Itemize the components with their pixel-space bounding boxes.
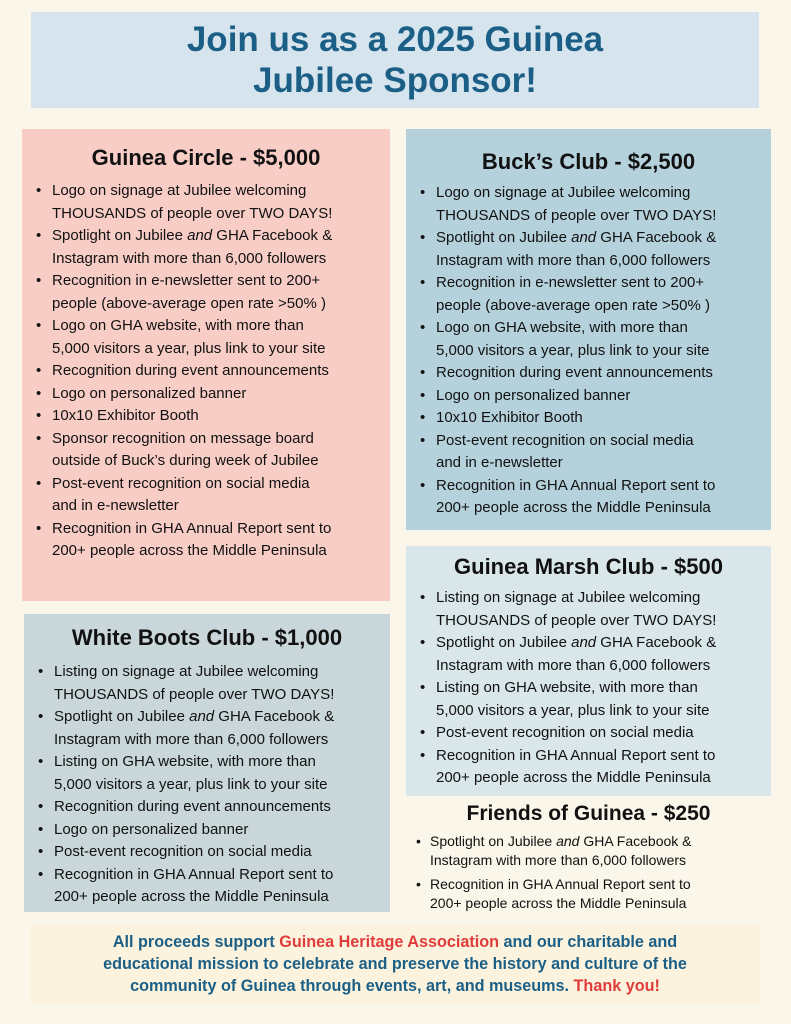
benefit-line: • Recognition in GHA Annual Report sent to — [52, 519, 332, 537]
benefit-line: • Recognition during event announcements — [54, 798, 331, 815]
benefit-item — [430, 875, 771, 913]
benefit-line: Instagram with more than 6,000 followers — [430, 852, 687, 868]
benefit-line: • Spotlight on Jubilee and GHA Facebook & — [52, 227, 333, 244]
benefit-item — [54, 706, 390, 751]
benefit-item — [436, 182, 771, 227]
benefit-item — [436, 407, 771, 430]
benefit-item — [54, 819, 390, 842]
benefit-line: 5,000 visitors a year, plus link to your site — [436, 341, 710, 359]
benefit-line: 200+ people across the Middle Peninsula — [436, 499, 711, 516]
benefit-line: Instagram with more than 6,000 followers — [52, 249, 327, 267]
benefit-list — [24, 661, 390, 909]
benefit-line: • Logo on GHA website, with more than — [436, 319, 688, 336]
benefit-item — [52, 405, 390, 428]
tier-heading: Buck’s Club - $2,500 — [481, 149, 696, 174]
benefit-list — [406, 832, 771, 913]
benefit-line: • Spotlight on Jubilee and GHA Facebook & — [436, 229, 717, 246]
benefit-item — [436, 385, 771, 408]
benefit-line: • Recognition in GHA Annual Report sent to — [436, 746, 716, 764]
benefit-line: • Logo on personalized banner — [436, 386, 631, 404]
tier-guinea-marsh-club — [406, 546, 771, 796]
benefit-item — [436, 362, 771, 385]
tier-heading: Guinea Marsh Club - $500 — [454, 554, 723, 579]
benefit-item — [52, 315, 390, 360]
benefit-line: THOUSANDS of people over TWO DAYS! — [436, 206, 717, 224]
benefit-line: THOUSANDS of people over TWO DAYS! — [52, 204, 333, 222]
tier-heading: Guinea Circle - $5,000 — [91, 145, 321, 170]
benefit-item — [52, 383, 390, 406]
benefit-line: • Listing on signage at Jubilee welcoming — [436, 589, 701, 606]
benefit-line: people (above-average open rate >50% ) — [436, 296, 710, 314]
benefit-item — [436, 632, 771, 677]
organization-name: Guinea Heritage Association — [279, 933, 500, 951]
benefit-item — [436, 430, 771, 475]
footer-text-part: All proceeds support — [112, 933, 280, 951]
benefit-line: THOUSANDS of people over TWO DAYS! — [54, 685, 335, 703]
benefit-line: • Spotlight on Jubilee and GHA Facebook & — [436, 634, 717, 651]
benefit-line: 200+ people across the Middle Peninsula — [54, 888, 329, 905]
benefit-item — [52, 518, 390, 563]
benefit-line: 200+ people across the Middle Peninsula — [430, 895, 687, 911]
benefit-item — [54, 864, 390, 909]
benefit-line: • Recognition during event announcements — [52, 362, 329, 379]
benefit-item — [54, 661, 390, 706]
tier-bucks-club — [406, 129, 771, 530]
footer-text-part: community of Guinea through events, art, and museums. — [130, 977, 574, 995]
benefit-item — [52, 360, 390, 383]
benefit-line: 200+ people across the Middle Peninsula — [436, 769, 711, 786]
benefit-line: • Post-event recognition on social media — [436, 724, 694, 741]
benefit-line: 5,000 visitors a year, plus link to your site — [436, 701, 710, 719]
benefit-line: 5,000 visitors a year, plus link to your site — [52, 339, 326, 357]
thank-you-text: Thank you! — [573, 977, 660, 995]
benefit-item — [436, 227, 771, 272]
benefit-line: • Listing on GHA website, with more than — [54, 753, 316, 770]
benefit-item — [52, 225, 390, 270]
benefit-item — [430, 832, 771, 870]
benefit-line: • Recognition in GHA Annual Report sent to — [54, 865, 334, 883]
benefit-item — [52, 473, 390, 518]
benefit-line: • Spotlight on Jubilee and GHA Facebook & — [54, 708, 335, 725]
tier-guinea-circle — [22, 129, 390, 601]
benefit-line: • Listing on signage at Jubilee welcoming — [54, 663, 319, 680]
benefit-line: • Post-event recognition on social media — [436, 431, 694, 449]
benefit-item — [436, 475, 771, 520]
benefit-line: • Logo on personalized banner — [54, 820, 249, 838]
benefit-line: THOUSANDS of people over TWO DAYS! — [436, 611, 717, 629]
benefit-item — [436, 745, 771, 790]
benefit-line: • Listing on GHA website, with more than — [436, 679, 698, 696]
benefit-line: and in e-newsletter — [52, 497, 179, 514]
footer-text — [30, 931, 760, 997]
tier-white-boots-club — [24, 614, 390, 912]
benefit-line: • 10x10 Exhibitor Booth — [52, 407, 199, 424]
benefit-item — [436, 587, 771, 632]
benefit-line: Instagram with more than 6,000 followers — [54, 730, 329, 748]
benefit-item — [436, 722, 771, 745]
benefit-line: • Recognition in GHA Annual Report sent to — [436, 476, 716, 494]
benefit-item — [52, 270, 390, 315]
benefit-line: • Post-event recognition on social media — [54, 843, 312, 860]
benefit-line: • Recognition in e-newsletter sent to 200+ — [52, 272, 321, 289]
tier-friends-of-guinea — [406, 802, 771, 920]
footer-message — [30, 925, 760, 1005]
benefit-item — [436, 677, 771, 722]
benefit-item — [436, 272, 771, 317]
benefit-line: • Spotlight on Jubilee and GHA Facebook & — [430, 833, 692, 849]
benefit-line: Instagram with more than 6,000 followers — [436, 656, 711, 674]
benefit-line: • Logo on signage at Jubilee welcoming — [436, 184, 691, 201]
benefit-item — [54, 751, 390, 796]
benefit-line: 5,000 visitors a year, plus link to your site — [54, 775, 328, 793]
page-title: Join us as a 2025 Guinea Jubilee Sponsor! — [186, 20, 604, 100]
benefit-line: outside of Buck’s during week of Jubilee — [52, 452, 319, 469]
benefit-line: • Sponsor recognition on message board — [52, 429, 314, 447]
footer-line-1 — [30, 931, 760, 953]
benefit-list — [406, 587, 771, 790]
benefit-line: • Recognition in e-newsletter sent to 200+ — [436, 274, 705, 291]
benefit-item — [54, 796, 390, 819]
tier-heading: White Boots Club - $1,000 — [71, 625, 343, 650]
tier-heading: Friends of Guinea - $250 — [466, 802, 711, 825]
footer-text-part: and our charitable and — [499, 933, 678, 951]
benefit-list — [406, 182, 771, 520]
benefit-line: • Logo on GHA website, with more than — [52, 317, 304, 334]
benefit-line: and in e-newsletter — [436, 454, 563, 471]
footer-line-2: educational mission to celebrate and preserve the history and culture of the — [103, 955, 687, 973]
benefit-line: • Recognition during event announcements — [436, 364, 713, 381]
benefit-line: • Post-event recognition on social media — [52, 474, 310, 492]
benefit-item — [436, 317, 771, 362]
title-banner — [31, 12, 759, 108]
benefit-line: • Recognition in GHA Annual Report sent to — [430, 876, 691, 892]
benefit-line: • Logo on signage at Jubilee welcoming — [52, 182, 307, 199]
benefit-item — [54, 841, 390, 864]
benefit-line: people (above-average open rate >50% ) — [52, 294, 326, 312]
benefit-list — [22, 180, 390, 563]
benefit-line: • Logo on personalized banner — [52, 384, 247, 402]
benefit-line: • 10x10 Exhibitor Booth — [436, 409, 583, 426]
benefit-item — [52, 428, 390, 473]
benefit-line: Instagram with more than 6,000 followers — [436, 251, 711, 269]
footer-line-3 — [30, 975, 760, 997]
benefit-line: 200+ people across the Middle Peninsula — [52, 542, 327, 559]
benefit-item — [52, 180, 390, 225]
